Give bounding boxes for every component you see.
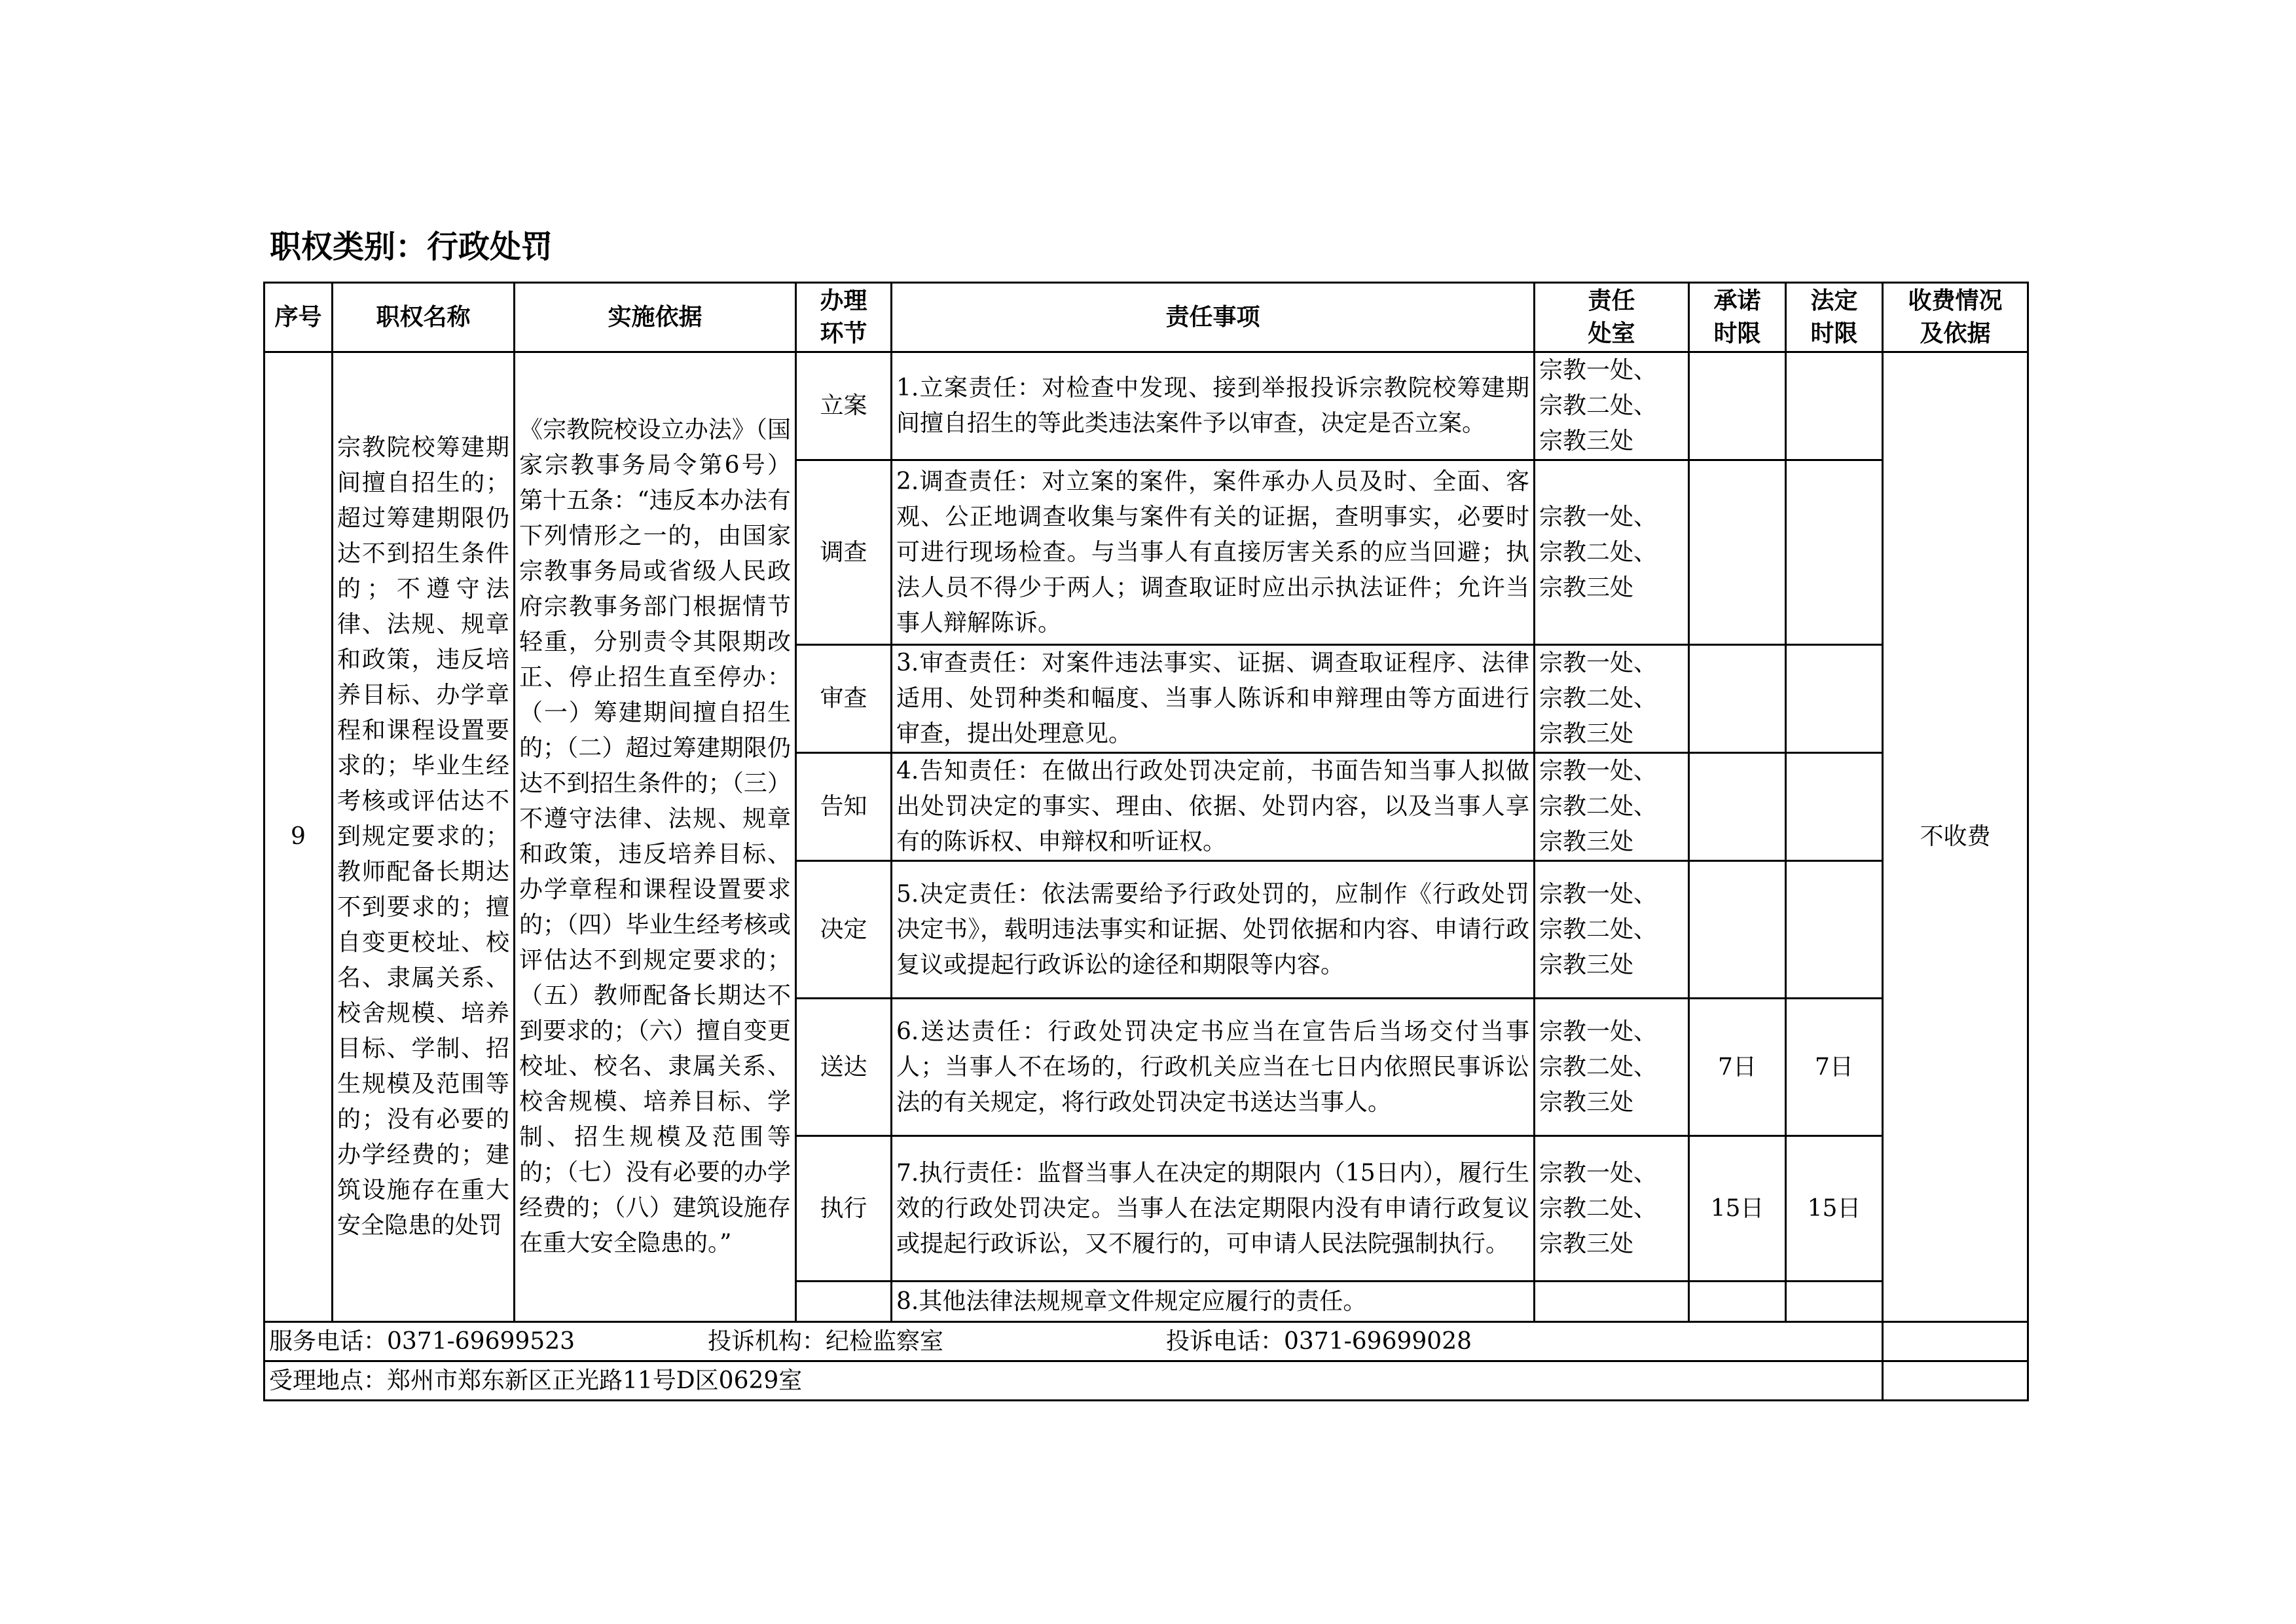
stage-cell: 立案	[796, 352, 892, 460]
table-row	[264, 352, 2028, 460]
header-fee: 收费情况 及依据	[1883, 283, 2028, 352]
footer-contact-cell	[264, 1322, 1883, 1361]
complaint-org: 投诉机构：纪检监察室	[708, 1327, 944, 1355]
complaint-phone: 投诉电话：0371-69699028	[1166, 1327, 1472, 1355]
header-row	[264, 283, 2028, 352]
record-basis: 《宗教院校设立办法》（国家宗教事务局令第6号）第十五条：“违反本办法有下列情形之一的，由国家宗教事务局或省级人民政府宗教事务部门根据情节轻重，分别责令其限期改正、停止招生直至停办：（一）筹建期间擅自招生的；（二）超过筹建期限仍达不到招生条件的；（三）不遵守法律、法规、规章和政策，违反培养目标、办学章程和课程设置要求的；（四）毕业生经考核或评估达不到规定要求的；（五）教师配备长期达不到要求的；（六）擅自变更校址、校名、隶属关系、校舍规模、培养目标、学制、招生规模及范围等的；（七）没有必要的办学经费的；（八）建筑设施存在重大安全隐患的。”	[515, 352, 796, 1322]
header-stage: 办理 环节	[796, 283, 892, 352]
promised-limit-cell: 7日	[1689, 999, 1786, 1136]
footer-address-row	[264, 1361, 2028, 1401]
legal-limit-cell	[1786, 1282, 1883, 1322]
duty-cell: 8.其他法律法规规章文件规定应履行的责任。	[892, 1282, 1535, 1322]
stage-cell: 执行	[796, 1136, 892, 1282]
promised-limit-cell	[1689, 460, 1786, 645]
duty-cell: 7.执行责任：监督当事人在决定的期限内（15日内），履行生效的行政处罚决定。当事人在法定期限内没有申请行政复议或提起行政诉讼，又不履行的，可申请人民法院强制执行。	[892, 1136, 1535, 1282]
office-cell: 宗教一处、 宗教二处、 宗教三处	[1535, 1136, 1689, 1282]
duty-cell: 2.调查责任：对立案的案件，案件承办人员及时、全面、客观、公正地调查收集与案件有关的证据，查明事实，必要时可进行现场检查。与当事人有直接厉害关系的应当回避；执法人员不得少于两人；调查取证时应出示执法证件；允许当事人辩解陈诉。	[892, 460, 1535, 645]
office-cell: 宗教一处、 宗教二处、 宗教三处	[1535, 460, 1689, 645]
duty-cell: 1.立案责任：对检查中发现、接到举报投诉宗教院校筹建期间擅自招生的等此类违法案件予以审查，决定是否立案。	[892, 352, 1535, 460]
stage-cell: 审查	[796, 645, 892, 753]
stage-cell: 决定	[796, 861, 892, 999]
legal-limit-cell	[1786, 352, 1883, 460]
duty-cell: 3.审查责任：对案件违法事实、证据、调查取证程序、法律适用、处罚种类和幅度、当事人陈诉和申辩理由等方面进行审查，提出处理意见。	[892, 645, 1535, 753]
footer-empty-cell	[1883, 1361, 2028, 1401]
legal-limit-cell: 15日	[1786, 1136, 1883, 1282]
stage-cell: 告知	[796, 753, 892, 861]
duty-cell: 5.决定责任：依法需要给予行政处罚的，应制作《行政处罚决定书》，载明违法事实和证据、处罚依据和内容、申请行政复议或提起行政诉讼的途径和期限等内容。	[892, 861, 1535, 999]
legal-limit-cell: 7日	[1786, 999, 1883, 1136]
header-office: 责任 处室	[1535, 283, 1689, 352]
stage-cell: 调查	[796, 460, 892, 645]
address: 受理地点：郑州市郑东新区正光路11号D区0629室	[264, 1361, 1883, 1401]
office-cell: 宗教一处、 宗教二处、 宗教三处	[1535, 352, 1689, 460]
promised-limit-cell	[1689, 861, 1786, 999]
page-title: 职权类别：行政处罚	[270, 229, 553, 265]
record-fee: 不收费	[1883, 352, 2028, 1322]
promised-limit-cell	[1689, 753, 1786, 861]
office-cell: 宗教一处、 宗教二处、 宗教三处	[1535, 753, 1689, 861]
promised-limit-cell	[1689, 352, 1786, 460]
legal-limit-cell	[1786, 460, 1883, 645]
promised-limit-cell: 15日	[1689, 1136, 1786, 1282]
header-seq: 序号	[264, 283, 333, 352]
promised-limit-cell	[1689, 1282, 1786, 1322]
header-basis: 实施依据	[515, 283, 796, 352]
office-cell: 宗教一处、 宗教二处、 宗教三处	[1535, 999, 1689, 1136]
stage-cell: 送达	[796, 999, 892, 1136]
office-cell	[1535, 1282, 1689, 1322]
office-cell: 宗教一处、 宗教二处、 宗教三处	[1535, 645, 1689, 753]
duty-cell: 4.告知责任：在做出行政处罚决定前，书面告知当事人拟做出处罚决定的事实、理由、依据、处罚内容，以及当事人享有的陈诉权、申辩权和听证权。	[892, 753, 1535, 861]
header-power-name: 职权名称	[333, 283, 515, 352]
header-duty: 责任事项	[892, 283, 1535, 352]
record-seq: 9	[264, 352, 333, 1322]
header-promised-limit: 承诺 时限	[1689, 283, 1786, 352]
legal-limit-cell	[1786, 753, 1883, 861]
header-legal-limit: 法定 时限	[1786, 283, 1883, 352]
service-phone: 服务电话：0371-69699523	[269, 1327, 575, 1355]
footer-empty-cell	[1883, 1322, 2028, 1361]
legal-limit-cell	[1786, 861, 1883, 999]
promised-limit-cell	[1689, 645, 1786, 753]
duty-cell: 6.送达责任：行政处罚决定书应当在宣告后当场交付当事人；当事人不在场的，行政机关应当在七日内依照民事诉讼法的有关规定，将行政处罚决定书送达当事人。	[892, 999, 1535, 1136]
legal-limit-cell	[1786, 645, 1883, 753]
office-cell: 宗教一处、 宗教二处、 宗教三处	[1535, 861, 1689, 999]
stage-cell	[796, 1282, 892, 1322]
power-responsibility-table	[263, 282, 2029, 1401]
footer-contact-row	[264, 1322, 2028, 1361]
record-power-name: 宗教院校筹建期间擅自招生的；超过筹建期限仍达不到招生条件的；不遵守法律、法规、规章和政策，违反培养目标、办学章程和课程设置要求的；毕业生经考核或评估达不到规定要求的；教师配备长期达不到要求的；擅自变更校址、校名、隶属关系、校舍规模、培养目标、学制、招生规模及范围等的；没有必要的办学经费的；建筑设施存在重大安全隐患的处罚	[333, 352, 515, 1322]
